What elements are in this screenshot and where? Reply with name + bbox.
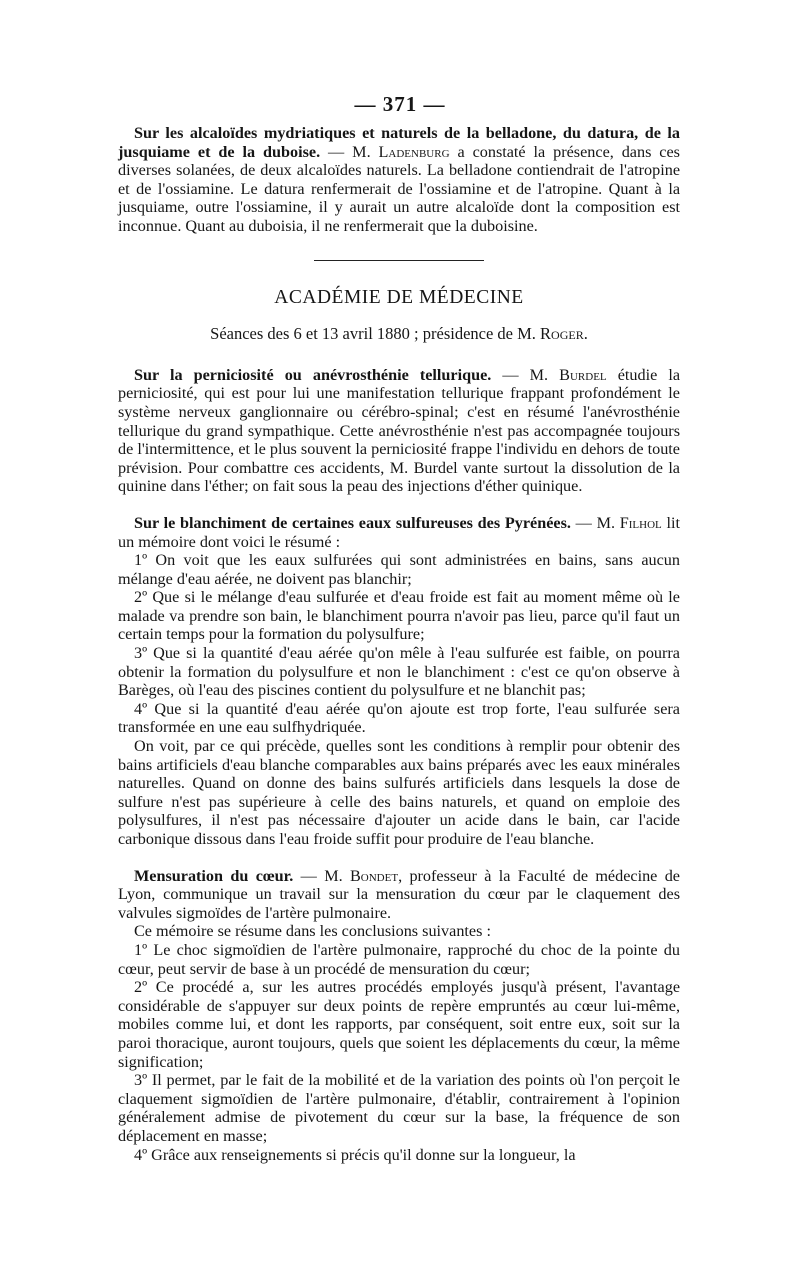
heart-item-4: 4º Grâce aux renseignements si précis qu'il donne sur la longueur, la — [134, 1145, 576, 1164]
perniciosity-text: étudie la perniciosité, qui est pour lui une manifestation tellurique frappant profondément le système nerveux ganglionnaire ou cérébro-spinal; c'est en résumé l'anévrosthénie tellurique du grand sympathique. Cette anévrosthénie n'est pas accompagnée toujours de l'intermittence, et le plus souvent la perniciosité frappe l'individu en dehors de toute prévision. Pour combattre ces accidents, M. Burdel vante surtout la dissolution de la quinine dans l'éther; on fait sous la peau des injections d'éther quinique. — [118, 365, 680, 496]
alkaloids-author: Ladenburg — [378, 142, 450, 161]
heart-item-3: 3º Il permet, par le fait de la mobilité et de la variation des points où l'on perçoit le claquement sigmoïdien de l'artère pulmonaire, d'établir, contrairement à l'opinion généralement admise de pivotement du cœur sur la base, la fréquence de son déplacement en masse; — [118, 1071, 680, 1145]
page-content — [118, 124, 680, 1164]
sulfur-waters-paragraph — [118, 514, 680, 551]
heart-measurement-dash: — M. — [293, 866, 350, 885]
perniciosity-title: Sur la perniciosité ou anévrosthénie tellurique. — [134, 365, 492, 384]
heart-measurement-title: Mensuration du cœur. — [134, 866, 294, 885]
sulfur-waters-dash: — M. — [570, 513, 620, 532]
session-line — [118, 325, 680, 344]
heart-measurement-paragraph — [118, 867, 680, 923]
alkaloids-text: a constaté la présence, dans ces diverses solanées, de deux alcaloïdes naturels. La belladone contiendrait de l'atropine et de l'ossiamine. Le datura renfermerait de l'ossiamine et de l'atropine. Quant à la jusquiame, outre l'ossiamine, il y aurait un autre alcaloïde dont la composition est inconnue. Quant au duboisia, il ne renfermerait que la duboisine. — [118, 142, 680, 235]
page-number: — 371 — — [354, 92, 446, 116]
alkaloids-paragraph — [118, 124, 680, 236]
academy-heading: ACADÉMIE DE MÉDECINE — [274, 286, 524, 308]
perniciosity-dash: — M. — [491, 365, 560, 384]
section-divider — [314, 260, 484, 261]
heart-item-2: 2º Ce procédé a, sur les autres procédés employés jusqu'à présent, l'avantage considérable de s'appuyer sur deux points de repère empruntés au cœur lui-même, mobiles comme lui, et dont les rapports, par conséquent, soit entre eux, soit sur la paroi thoracique, auront toujours, quels que soient les déplacements du cœur, la même signification; — [118, 978, 680, 1071]
heart-item-1: 1º Le choc sigmoïdien de l'artère pulmonaire, rapproché du choc de la pointe du cœur, peut servir de base à un procédé de mensuration du cœur; — [118, 940, 680, 978]
heart-measurement-author: Bondet — [349, 866, 399, 885]
session-prefix: Séances des 6 et 13 avril 1880 ; présidence de M. — [210, 324, 541, 344]
alkaloids-title: Sur les alcaloïdes mydriatiques et naturels de la belladone, du datura, de la jusquiame et de la duboise. — [118, 124, 680, 161]
perniciosity-paragraph — [118, 366, 680, 496]
sulfur-waters-text: lit un mémoire dont voici le résumé : — [118, 513, 680, 551]
sulfur-item-3: 3º Que si la quantité d'eau aérée qu'on mêle à l'eau sulfurée est faible, on pourra obtenir la formation du polysulfure et non le blanchiment : c'est ce qu'on observe à Barèges, où l'eau des piscines contient du polysulfure et ne blanchit pas; — [118, 644, 680, 700]
sulfur-waters-title: Sur le blanchiment de certaines eaux sulfureuses des Pyrénées. — [134, 513, 571, 532]
session-suffix: . — [583, 324, 588, 344]
alkaloids-dash: — M. — [320, 142, 379, 161]
perniciosity-author: Burdel — [559, 365, 607, 384]
heart-summary-intro: Ce mémoire se résume dans les conclusions suivantes : — [134, 922, 491, 941]
heart-measurement-text: , professeur à la Faculté de médecine de Lyon, communique un travail sur la mensuration du cœur par le claquement des valvules sigmoïdes de l'artère pulmonaire. — [118, 866, 680, 922]
sulfur-item-1: 1º On voit que les eaux sulfurées qui sont administrées en bains, sans aucun mélange d'eau aérée, ne doivent pas blanchir; — [118, 551, 680, 588]
session-president: Roger — [540, 324, 584, 344]
sulfur-conclusion: On voit, par ce qui précède, quelles sont les conditions à remplir pour obtenir des bains artificiels d'eau blanche comparables aux bains préparés avec les eaux minérales naturelles. Quand on donne des bains sulfurés artificiels dans lesquels la dose de sulfure n'est pas supérieure à celle des bains naturels, et quand on emploie des polysulfures, il n'est pas nécessaire d'ajouter un acide dans le bain, car l'acide carbonique dissous dans l'eau froide suffit pour produire de l'eau blanche. — [118, 737, 680, 848]
sulfur-waters-author: Filhol — [619, 513, 662, 532]
sulfur-item-2: 2º Que si le mélange d'eau sulfurée et d'eau froide est fait au moment même où le malade va prendre son bain, le blanchiment pourra n'avoir pas lieu, parce qu'il faut un certain temps pour la formation du polysulfure; — [118, 588, 680, 644]
sulfur-item-4: 4º Que si la quantité d'eau aérée qu'on ajoute est trop forte, l'eau sulfurée sera transformée en une eau sulfhydriquée. — [118, 699, 680, 737]
